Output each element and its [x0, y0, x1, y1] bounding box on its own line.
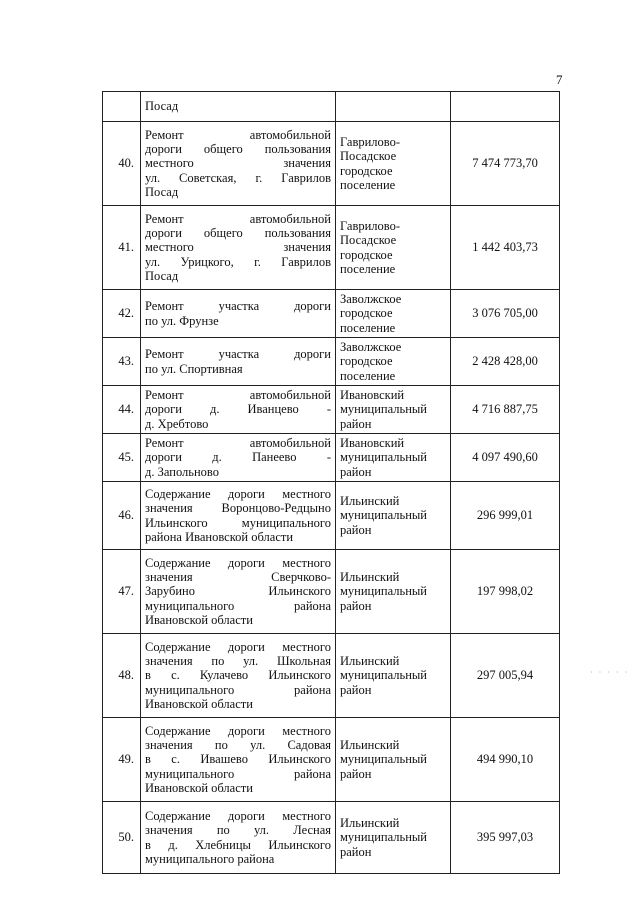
description-line: Ивановской области — [145, 612, 253, 627]
row-area-cell — [336, 434, 451, 482]
area-line: поселение — [340, 320, 396, 335]
row-amount-cell: 3 076 705,00 — [451, 290, 560, 338]
row-amount-cell: 395 997,03 — [451, 802, 560, 874]
row-amount-cell: 1 442 403,73 — [451, 206, 560, 290]
area-line: Гаврилово- — [340, 135, 401, 150]
row-number-cell: 46. — [103, 482, 141, 550]
area-line: поселение — [340, 261, 396, 276]
description-line: дороги общего пользования — [145, 226, 331, 241]
area-line: район — [340, 598, 372, 613]
row-description-cell — [141, 802, 336, 874]
row-number-cell: 47. — [103, 550, 141, 634]
description-line: местного значения — [145, 240, 331, 255]
description-line: ул. Советская, г. Гаврилов — [145, 170, 331, 185]
description-line: Ремонт автомобильной — [145, 388, 331, 403]
row-area-cell — [336, 290, 451, 338]
description-line: д. Хребтово — [145, 416, 209, 431]
description-line: значения Сверчково- — [145, 570, 331, 585]
row-amount-cell: 2 428 428,00 — [451, 338, 560, 386]
area-line: Заволжское — [340, 292, 402, 307]
row-number-cell: 49. — [103, 718, 141, 802]
description-line: дороги д. Панеево - — [145, 450, 331, 465]
area-line: Ильинский — [340, 816, 400, 831]
description-line: Содержание дороги местного — [145, 487, 331, 502]
table-row — [103, 434, 560, 482]
description-line: Ивановской области — [145, 696, 253, 711]
description-line: значения по ул. Школьная — [145, 654, 331, 669]
description-line: местного значения — [145, 156, 331, 171]
row-number-cell: 40. — [103, 122, 141, 206]
table-row — [103, 386, 560, 434]
page-number: 7 — [556, 72, 563, 87]
description-line: Ремонт участка дороги — [145, 347, 331, 362]
row-area-cell — [336, 122, 451, 206]
area-line: городское — [340, 306, 393, 321]
area-line: муниципальный — [340, 752, 427, 767]
row-description-cell — [141, 434, 336, 482]
description-line: муниципального района — [145, 682, 331, 697]
area-line: район — [340, 416, 372, 431]
row-number-cell: 50. — [103, 802, 141, 874]
row-amount-cell: 197 998,02 — [451, 550, 560, 634]
description-line: Содержание дороги местного — [145, 555, 331, 570]
table-row — [103, 338, 560, 386]
row-number-cell: 48. — [103, 634, 141, 718]
table-row — [103, 802, 560, 874]
row-amount-cell: 297 005,94 — [451, 634, 560, 718]
area-line: Ивановский — [340, 388, 405, 403]
area-line: муниципальный — [340, 584, 427, 599]
area-line: район — [340, 682, 372, 697]
row-description-cell — [141, 338, 336, 386]
road-repair-table — [102, 91, 560, 874]
area-line: Гаврилово- — [340, 219, 401, 234]
area-line: муниципальный — [340, 450, 427, 465]
description-line: муниципального района — [145, 598, 331, 613]
area-line: Ильинский — [340, 654, 400, 669]
description-line: Содержание дороги местного — [145, 639, 331, 654]
row-area-cell — [336, 482, 451, 550]
row-description-cell — [141, 718, 336, 802]
area-line: Ивановский — [340, 436, 405, 451]
table-row — [103, 634, 560, 718]
row-amount-cell: 4 716 887,75 — [451, 386, 560, 434]
area-line: поселение — [340, 177, 396, 192]
table-row — [103, 718, 560, 802]
description-line: Посад — [145, 268, 179, 283]
row-amount-cell: 4 097 490,60 — [451, 434, 560, 482]
description-line: муниципального района — [145, 766, 331, 781]
description-line: д. Запольново — [145, 464, 219, 479]
area-line: Ильинский — [340, 570, 400, 585]
row-area-cell — [336, 206, 451, 290]
area-line: муниципальный — [340, 668, 427, 683]
area-line: Ильинский — [340, 738, 400, 753]
table-body — [103, 92, 560, 874]
description-line: значения по ул. Лесная — [145, 823, 331, 838]
table-row — [103, 550, 560, 634]
description-line: в с. Кулачево Ильинского — [145, 668, 331, 683]
row-area-cell — [336, 338, 451, 386]
row-number-cell — [103, 92, 141, 122]
description-line: Посад — [145, 99, 179, 114]
description-line: муниципального района — [145, 851, 275, 866]
table-row — [103, 122, 560, 206]
area-line: городское — [340, 247, 393, 262]
area-line: Заволжское — [340, 340, 402, 355]
row-description-cell — [141, 92, 336, 122]
scan-margin-marks: · · · · · — [590, 668, 630, 677]
area-line: Посадское — [340, 233, 397, 248]
row-amount-cell: 494 990,10 — [451, 718, 560, 802]
description-line: Ильинского муниципального — [145, 515, 331, 530]
row-description-cell — [141, 482, 336, 550]
row-area-cell — [336, 718, 451, 802]
row-area-cell — [336, 386, 451, 434]
area-line: район — [340, 844, 372, 859]
row-amount-cell: 296 999,01 — [451, 482, 560, 550]
table-row — [103, 206, 560, 290]
area-line: Ильинский — [340, 494, 400, 509]
table-row-continuation — [103, 92, 560, 122]
description-line: Ремонт участка дороги — [145, 299, 331, 314]
description-line: Ремонт автомобильной — [145, 127, 331, 142]
area-line: район — [340, 522, 372, 537]
row-number-cell: 45. — [103, 434, 141, 482]
area-line: район — [340, 464, 372, 479]
row-number-cell: 44. — [103, 386, 141, 434]
area-line: район — [340, 766, 372, 781]
row-amount-cell — [451, 92, 560, 122]
description-line: Ремонт автомобильной — [145, 211, 331, 226]
row-description-cell — [141, 550, 336, 634]
row-description-cell — [141, 122, 336, 206]
description-line: Зарубино Ильинского — [145, 584, 331, 599]
row-description-cell — [141, 290, 336, 338]
description-line: значения по ул. Садовая — [145, 738, 331, 753]
area-line: Посадское — [340, 149, 397, 164]
description-line: Посад — [145, 184, 179, 199]
description-line: дороги д. Иванцево - — [145, 402, 331, 417]
area-line: муниципальный — [340, 830, 427, 845]
description-line: дороги общего пользования — [145, 142, 331, 157]
row-description-cell — [141, 634, 336, 718]
area-line: муниципальный — [340, 402, 427, 417]
row-number-cell: 43. — [103, 338, 141, 386]
description-line: в с. Ивашево Ильинского — [145, 752, 331, 767]
row-description-cell — [141, 206, 336, 290]
area-line: городское — [340, 354, 393, 369]
description-line: в д. Хлебницы Ильинского — [145, 837, 331, 852]
table-row — [103, 290, 560, 338]
table-row — [103, 482, 560, 550]
description-line: Содержание дороги местного — [145, 809, 331, 824]
row-area-cell — [336, 92, 451, 122]
area-line: муниципальный — [340, 508, 427, 523]
row-number-cell: 41. — [103, 206, 141, 290]
row-number-cell: 42. — [103, 290, 141, 338]
row-area-cell — [336, 802, 451, 874]
row-area-cell — [336, 634, 451, 718]
description-line: Ремонт автомобильной — [145, 436, 331, 451]
row-description-cell — [141, 386, 336, 434]
row-amount-cell: 7 474 773,70 — [451, 122, 560, 206]
description-line: ул. Урицкого, г. Гаврилов — [145, 254, 331, 269]
area-line: городское — [340, 163, 393, 178]
description-line: Содержание дороги местного — [145, 723, 331, 738]
area-line: поселение — [340, 368, 396, 383]
description-line: района Ивановской области — [145, 529, 294, 544]
row-area-cell — [336, 550, 451, 634]
description-line: значения Воронцово-Редцыно — [145, 501, 331, 516]
description-line: по ул. Фрунзе — [145, 313, 219, 328]
description-line: Ивановской области — [145, 780, 253, 795]
description-line: по ул. Спортивная — [145, 361, 243, 376]
